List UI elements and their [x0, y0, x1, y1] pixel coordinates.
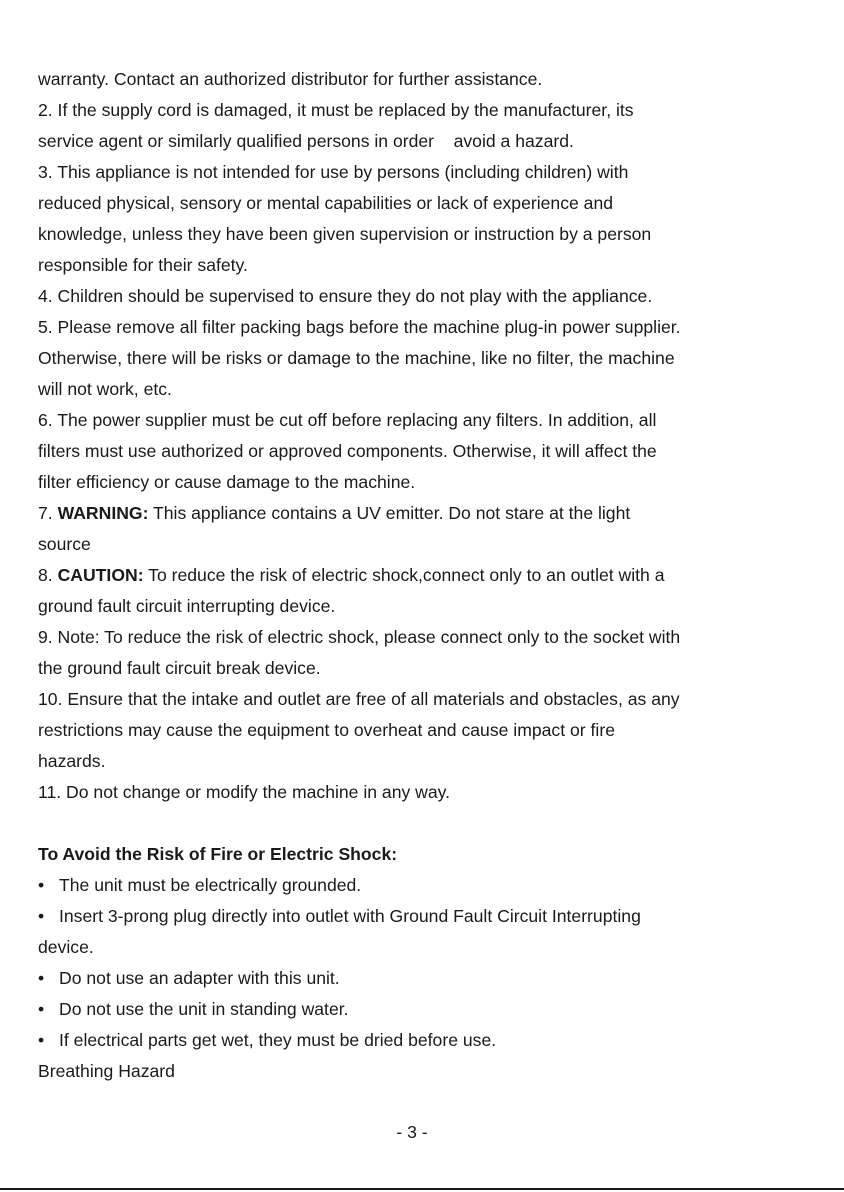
item-number: 8.	[38, 565, 58, 585]
bullet-icon: •	[38, 875, 45, 895]
document-page	[38, 64, 778, 1087]
warning-label: WARNING:	[57, 503, 149, 523]
list-item-8	[38, 560, 778, 591]
bullet-item	[38, 901, 778, 932]
spacer	[38, 808, 778, 839]
list-item-5: 5. Please remove all filter packing bags before the machine plug-in power supplier.	[38, 317, 681, 337]
item-text: This appliance contains a UV emitter. Do not stare at the light	[148, 503, 631, 523]
text-line: the ground fault circuit break device.	[38, 658, 321, 678]
bullet-icon: •	[38, 1030, 45, 1050]
caution-label: CAUTION:	[57, 565, 144, 585]
list-item-10: 10. Ensure that the intake and outlet are free of all materials and obstacles, as any	[38, 689, 680, 709]
bullet-icon: •	[38, 968, 45, 988]
bullet-icon: •	[38, 999, 45, 1019]
bullet-text: The unit must be electrically grounded.	[59, 875, 362, 895]
list-item-3: 3. This appliance is not intended for use by persons (including children) with	[38, 162, 629, 182]
text-line: Otherwise, there will be risks or damage to the machine, like no filter, the machine	[38, 348, 675, 368]
text-line: reduced physical, sensory or mental capabilities or lack of experience and	[38, 193, 614, 213]
text-line: warranty. Contact an authorized distributor for further assistance.	[38, 69, 543, 89]
list-item-4: 4. Children should be supervised to ensure they do not play with the appliance.	[38, 286, 653, 306]
page-number: - 3 -	[396, 1122, 428, 1142]
list-item-6: 6. The power supplier must be cut off before replacing any filters. In addition, all	[38, 410, 657, 430]
text-line: hazards.	[38, 751, 106, 771]
bullet-item	[38, 963, 778, 994]
trailing-text: Breathing Hazard	[38, 1061, 175, 1081]
text-line: ground fault circuit interrupting device.	[38, 596, 336, 616]
text-line: restrictions may cause the equipment to overheat and cause impact or fire	[38, 720, 615, 740]
bullet-icon: •	[38, 906, 45, 926]
text-line: knowledge, unless they have been given supervision or instruction by a person	[38, 224, 652, 244]
item-text: To reduce the risk of electric shock,connect only to an outlet with a	[143, 565, 665, 585]
bullet-item	[38, 994, 778, 1025]
text-line: filters must use authorized or approved components. Otherwise, it will affect the	[38, 441, 657, 461]
bottom-divider	[0, 1188, 844, 1190]
text-line: service agent or similarly qualified persons in order avoid a hazard.	[38, 131, 574, 151]
list-item-2: 2. If the supply cord is damaged, it must be replaced by the manufacturer, its	[38, 100, 634, 120]
list-item-7	[38, 498, 778, 529]
text-line: filter efficiency or cause damage to the machine.	[38, 472, 416, 492]
section-heading: To Avoid the Risk of Fire or Electric Shock:	[38, 844, 398, 864]
bullet-text: Do not use an adapter with this unit.	[59, 968, 340, 988]
list-item-9: 9. Note: To reduce the risk of electric shock, please connect only to the socket with	[38, 627, 681, 647]
bullet-text: Do not use the unit in standing water.	[59, 999, 349, 1019]
bullet-text: If electrical parts get wet, they must be dried before use.	[59, 1030, 497, 1050]
bullet-text: Insert 3-prong plug directly into outlet with Ground Fault Circuit Interrupting	[59, 906, 641, 926]
item-number: 7.	[38, 503, 58, 523]
bullet-item	[38, 870, 778, 901]
text-line: responsible for their safety.	[38, 255, 248, 275]
text-line: device.	[38, 937, 94, 957]
text-line: will not work, etc.	[38, 379, 172, 399]
list-item-11: 11. Do not change or modify the machine in any way.	[38, 782, 451, 802]
bullet-item	[38, 1025, 778, 1056]
text-line: source	[38, 534, 91, 554]
